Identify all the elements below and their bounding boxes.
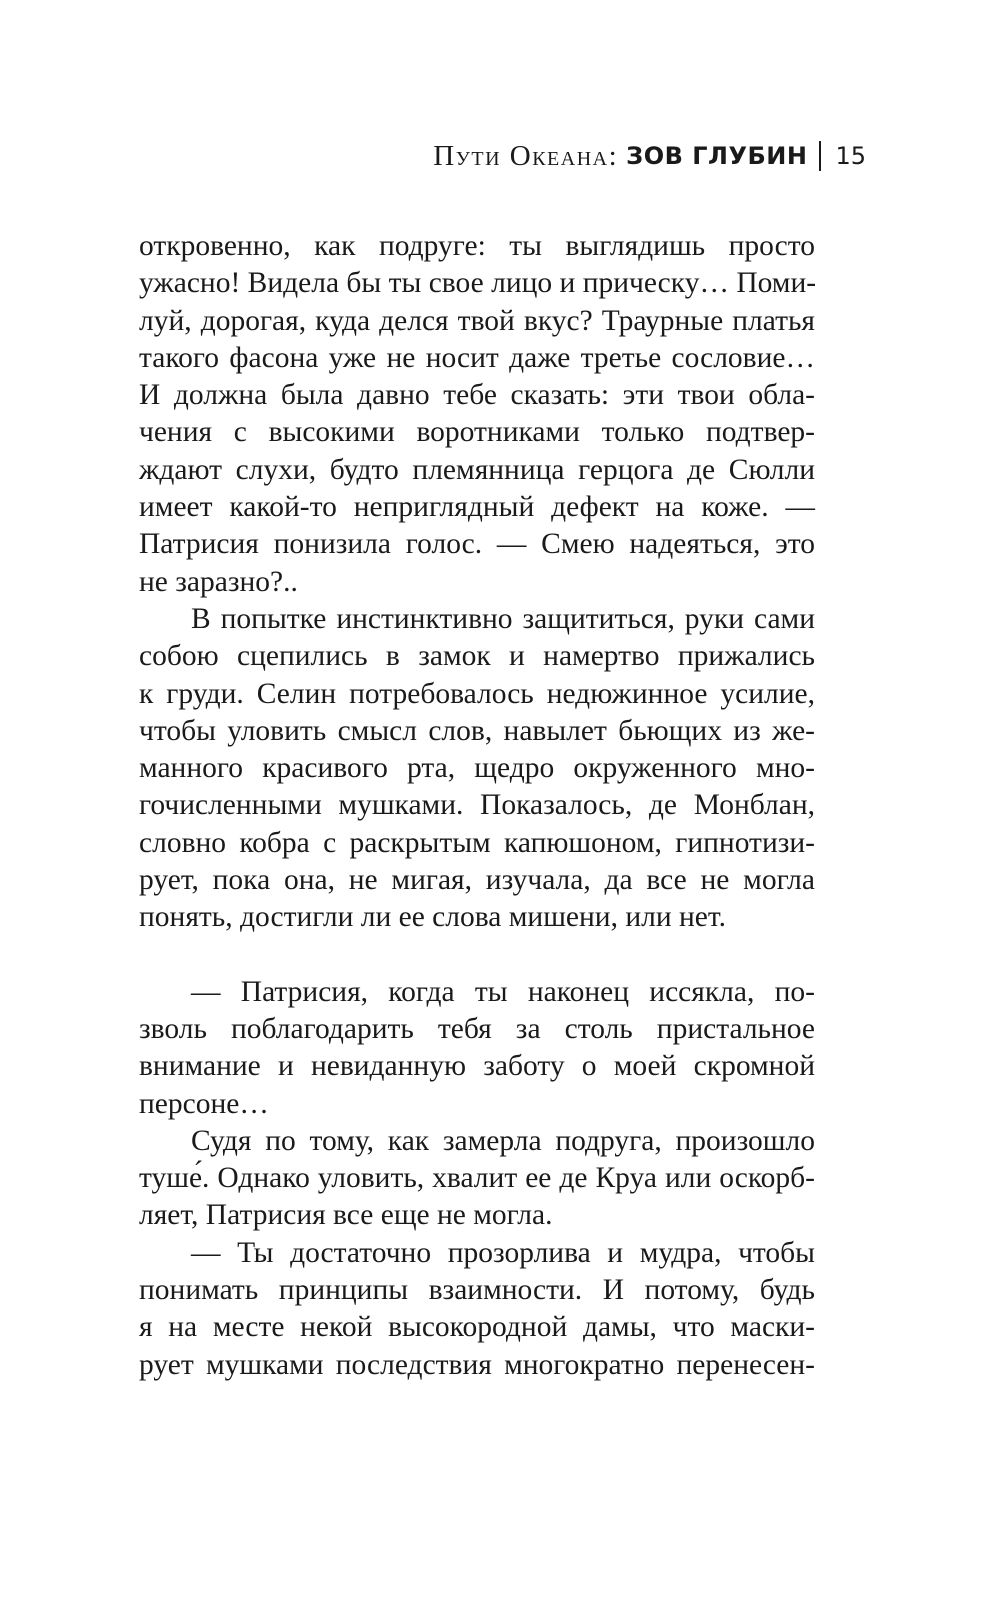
text-line: чения с высокими воротниками только подтвер- <box>139 416 815 449</box>
text-line: такого фасона уже не носит даже третье сословие… <box>139 341 815 374</box>
text-line: В попытке инстинктивно защититься, руки сами <box>191 602 815 635</box>
text-line: Патрисия понизила голос. — Смею надеяться, это <box>139 528 815 561</box>
paragraph <box>139 228 815 601</box>
text-line: собою сцепились в замок и намертво прижались <box>139 640 815 673</box>
paragraph <box>139 974 815 1123</box>
body-text <box>139 228 815 1384</box>
section-break <box>139 937 815 974</box>
paragraph <box>139 1235 815 1384</box>
page-number: 15 <box>835 142 866 170</box>
text-line: — Ты достаточно прозорлива и мудра, чтобы <box>191 1236 815 1269</box>
text-line: рует мушками последствия многократно перенесен- <box>139 1348 815 1381</box>
text-line: к груди. Селин потребовалось недюжинное усилие, <box>139 677 815 710</box>
text-line: рует, пока она, не мигая, изучала, да все не могла <box>139 864 815 897</box>
text-line: ляет, Патрисия все еще не могла. <box>139 1199 553 1232</box>
text-line: внимание и невиданную заботу о моей скромной <box>139 1050 815 1083</box>
paragraph <box>139 601 815 937</box>
text-line: Судя по тому, как замерла подруга, произошло <box>191 1124 815 1157</box>
text-line: — Патрисия, когда ты наконец иссякла, по- <box>191 975 815 1008</box>
text-line: ждают слухи, будто племянница герцога де Сюлли <box>139 453 815 486</box>
text-line: словно кобра с раскрытым капюшоном, гипнотизи- <box>139 826 815 859</box>
text-line: не заразно?.. <box>139 565 298 598</box>
book-subtitle: ЗОВ ГЛУБИН <box>626 142 808 170</box>
running-head <box>0 136 866 176</box>
book-title: Пути Океана: <box>433 139 619 172</box>
text-line: ужасно! Видела бы ты свое лицо и прическу… Поми- <box>139 267 817 300</box>
text-line: откровенно, как подруге: ты выглядишь просто <box>139 230 815 262</box>
text-line: имеет какой-то неприглядный дефект на коже. — <box>139 491 815 524</box>
text-line: зволь поблагодарить тебя за столь пристальное <box>139 1012 815 1045</box>
text-line: понимать принципы взаимности. И потому, будь <box>139 1274 815 1307</box>
text-line: чтобы уловить смысл слов, навылет бьющих из же- <box>139 714 815 747</box>
header-separator <box>819 141 821 171</box>
text-line: И должна была давно тебе сказать: эти твои обла- <box>139 379 815 412</box>
text-line: гочисленными мушками. Показалось, де Монблан, <box>139 789 815 822</box>
paragraph <box>139 1123 815 1235</box>
text-line: я на месте некой высокородной дамы, что маски- <box>139 1311 815 1344</box>
text-line: понять, достигли ли ее слова мишени, или нет. <box>139 901 726 934</box>
text-line: туше́. Однако уловить, хвалит ее де Круа или оскорб- <box>139 1162 815 1195</box>
text-line: манного красивого рта, щедро окруженного мно- <box>139 752 815 785</box>
text-line: луй, дорогая, куда делся твой вкус? Траурные платья <box>139 304 815 337</box>
text-line: персоне… <box>139 1087 269 1120</box>
